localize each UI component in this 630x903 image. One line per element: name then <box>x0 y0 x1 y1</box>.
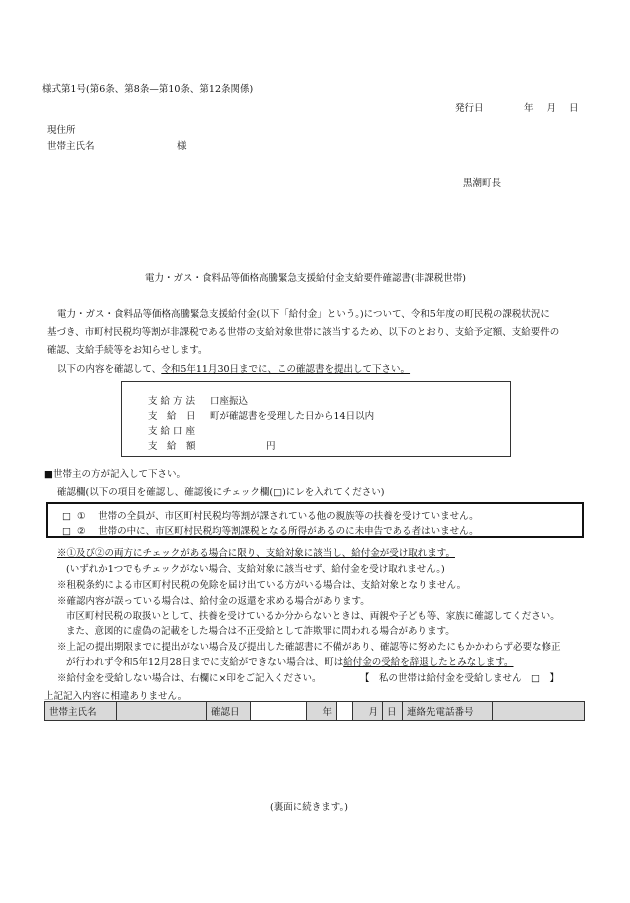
payment-account-label: 支 給 口 座 <box>148 426 196 437</box>
check-header: 確認欄(以下の項目を確認し、確認後にチェック欄(□)にレを入れてください) <box>57 487 385 498</box>
current-address-label: 現住所 <box>47 125 76 136</box>
confirm-year-field[interactable] <box>251 702 307 721</box>
intro-line-4 <box>57 361 410 375</box>
honorific: 様 <box>177 141 187 152</box>
payment-account-row <box>148 423 210 437</box>
checkbox-1[interactable]: □ <box>62 511 71 522</box>
payment-date-value: 町が確認書を受理した日から14日以内 <box>210 411 375 422</box>
footer-continued: (裏面に続きます。) <box>270 802 348 813</box>
note-4-line-2-underlined: 給付金の受給を辞退したとみなします。 <box>343 657 514 668</box>
note-3: ※確認内容が誤っている場合は、給付金の返還を求める場合があります。 <box>57 596 370 607</box>
signature-table <box>44 701 585 721</box>
check-item-1-number: ① <box>77 511 86 522</box>
checkbox-2[interactable]: □ <box>62 526 71 537</box>
note-4-line-1: ※上記の提出期限までに提出がない場合及び提出した確認書に不備があり、確認等に努めたにもかかわらず必要な修正 <box>57 642 561 653</box>
form-number: 様式第1号(第6条、第8条—第10条、第12条関係) <box>42 84 254 95</box>
note-1: ※①及び②の両方にチェックがある場合に限り、支給対象に該当し、給付金が受け取れます。 <box>57 548 455 559</box>
payment-method-label: 支 給 方 法 <box>148 396 196 407</box>
phone-field[interactable] <box>493 702 585 721</box>
check-item-2-number: ② <box>77 526 86 537</box>
confirm-day-label: 日 <box>383 702 403 721</box>
check-item-1-text: 世帯の全員が、市区町村民税均等割が課されている他の親族等の扶養を受けていません。 <box>98 511 479 522</box>
payment-info-box <box>121 381 511 457</box>
payment-date-label: 支 給 日 <box>148 411 196 422</box>
note-3-sub-2: また、意図的に虚偽の記載をした場合は不正受給として詐欺罪に問われる場合があります。 <box>66 626 455 637</box>
intro-line-1: 電力・ガス・食料品等価格高騰緊急支援給付金(以下「給付金」という。)について、令和5年度の町民税の課税状況に <box>57 309 550 320</box>
issue-date-fields: 年 月 日 <box>524 103 579 114</box>
payment-method-value: 口座振込 <box>210 396 249 407</box>
check-item-2-text: 世帯の中に、市区町村民税均等割課税となる所得があるのに未申告である者はいません。 <box>98 526 479 537</box>
agreement-text: 上記記入内容に相違ありません。 <box>44 691 188 702</box>
note-2: ※租税条約による市区町村民税の免除を届け出ている方がいる場合は、支給対象となりません。 <box>57 580 467 591</box>
head-name-label: 世帯主氏名 <box>47 141 95 152</box>
payment-amount-label: 支 給 額 <box>148 441 196 452</box>
check-items-box <box>46 502 584 538</box>
note-5: ※給付金を受給しない場合は、右欄に×印をご記入ください。 <box>57 673 322 684</box>
phone-label: 連絡先電話番号 <box>403 702 493 721</box>
payment-amount-row <box>148 438 276 452</box>
payment-date-row <box>148 408 374 422</box>
issuer-name: 黒潮町長 <box>463 178 502 189</box>
instruction-text: ■世帯主の方が記入して下さい。 <box>44 469 186 480</box>
signature-name-label: 世帯主氏名 <box>45 702 117 721</box>
note-3-sub-1: 市区町村民税の取扱いとして、扶養を受けているか分からないときは、両親や子ども等、家族に確認してください。 <box>66 611 560 622</box>
note-1-sub: (いずれか1つでもチェックがない場合、支給対象に該当せず、給付金を受け取れません。) <box>66 564 445 575</box>
confirm-date-label: 確認日 <box>207 702 251 721</box>
issue-date-label: 発行日 <box>455 103 484 114</box>
intro-deadline: 令和5年11月30日までに、この確認書を提出して下さい。 <box>161 364 411 375</box>
payment-method-row <box>148 393 248 407</box>
note-4-line-2 <box>66 654 513 668</box>
intro-line-2: 基づき、市町村民税均等割が非課税である世帯の支給対象世帯に該当するため、以下のとおり、支給予定額、支給要件の <box>47 327 560 338</box>
note-4-line-2-prefix: が行われず令和5年12月28日までに支給ができない場合は、町は <box>66 657 344 668</box>
signature-name-field[interactable] <box>117 702 207 721</box>
confirm-month-field[interactable] <box>337 702 353 721</box>
confirm-month-label: 月 <box>353 702 383 721</box>
decline-checkbox[interactable]: 【 私の世帯は給付金を受給しません □ 】 <box>360 673 559 684</box>
document-title: 電力・ガス・食料品等価格高騰緊急支援給付金支給要件確認書(非課税世帯) <box>145 273 466 284</box>
check-item-1[interactable] <box>62 508 479 522</box>
intro-line-3: 確認、支給手続等をお知らせします。 <box>47 345 208 356</box>
payment-amount-unit: 円 <box>266 441 276 452</box>
confirm-year-label: 年 <box>307 702 337 721</box>
intro-deadline-prefix: 以下の内容を確認して、 <box>57 364 162 375</box>
check-item-2[interactable] <box>62 523 479 537</box>
